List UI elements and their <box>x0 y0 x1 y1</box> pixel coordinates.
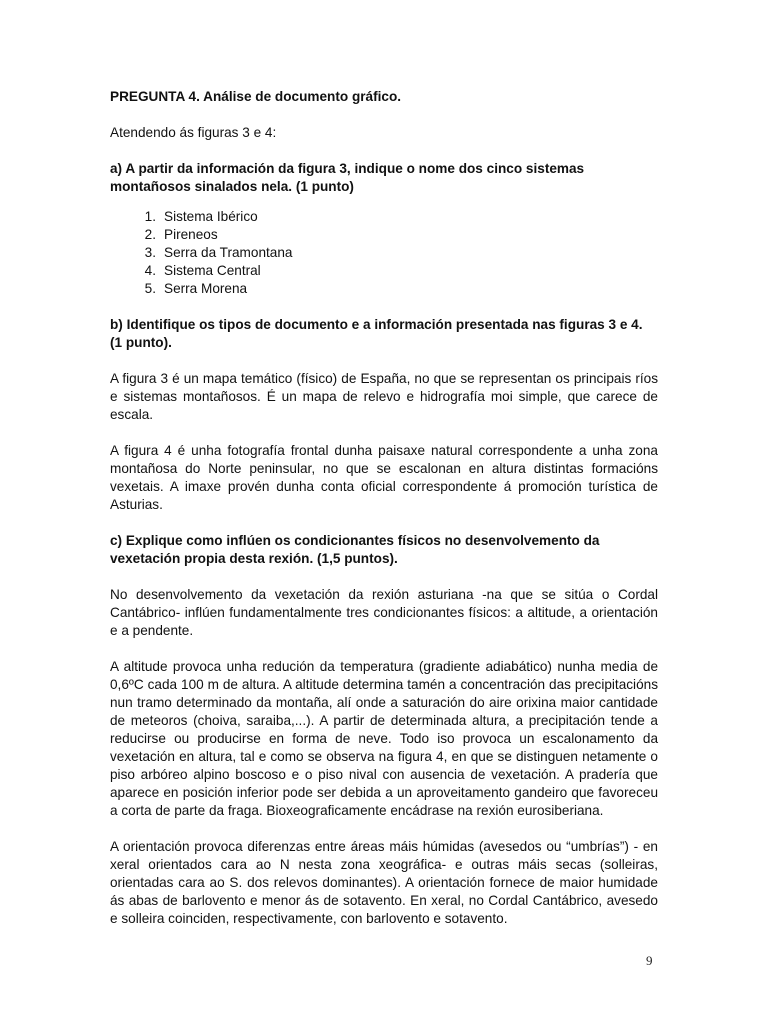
list-item <box>110 226 658 244</box>
list-item-text: Sistema Central <box>164 263 261 278</box>
question-b-title: b) Identifique os tipos de documento e a información presentada nas figuras 3 e 4. (1 punto). <box>110 317 643 350</box>
list-item-text: Serra da Tramontana <box>164 245 293 260</box>
list-item <box>110 208 658 226</box>
list-item <box>110 244 658 262</box>
page-number: 9 <box>646 953 653 968</box>
mountain-systems-list <box>110 208 658 298</box>
question-b-paragraph: A figura 4 é unha fotografía frontal dunha paisaxe natural correspondente a unha zona montañosa do Norte peninsular, no que se escalonan en altura distintas formacións vexetais. A imaxe provén dunha conta oficial correspondente á promoción turística de Asturias. <box>110 443 658 512</box>
list-item-text: Sistema Ibérico <box>164 209 258 224</box>
question-a-title: a) A partir da información da figura 3, indique o nome dos cinco sistemas montañosos sinalados nela. (1 punto) <box>110 161 585 194</box>
list-item-number: 2. <box>144 227 156 242</box>
list-item-number: 3. <box>144 245 156 260</box>
question-c-paragraph: A altitude provoca unha redución da temperatura (gradiente adiabático) nunha media de 0,6ºC cada 100 m de altura. A altitude determina tamén a concentración das precipitacións nun tramo determinado da montaña, alí onde a saturación do aire orixina maior cantidade de meteoros (choiva, saraiba,...). A partir de determinada altura, a precipitación tende a reducirse ou producirse en forma de neve. Todo iso provoca un escalonamento da vexetación en altura, tal e como se observa na figura 4, en que se distinguen netamente o piso arbóreo alpino boscoso e o piso nival con ausencia de vexetación. A pradería que aparece en posición inferior pode ser debida a un aproveitamento gandeiro que favoreceu a corta de parte da fraga. Bioxeograficamente encádrase na rexión eurosiberiana. <box>110 659 658 818</box>
list-item-number: 5. <box>144 281 156 296</box>
list-item-number: 1. <box>144 209 156 224</box>
intro-text: Atendendo ás figuras 3 e 4: <box>110 125 277 140</box>
list-item-number: 4. <box>144 263 156 278</box>
list-item-text: Serra Morena <box>164 281 248 296</box>
question-heading: PREGUNTA 4. Análise de documento gráfico. <box>110 89 402 104</box>
list-item-text: Pireneos <box>164 227 218 242</box>
question-c-title: c) Explique como inflúen os condicionantes físicos no desenvolvemento da vexetación propia desta rexión. (1,5 puntos). <box>110 533 600 566</box>
question-c-paragraph: A orientación provoca diferenzas entre áreas máis húmidas (avesedos ou “umbrías”) - en xeral orientados cara ao N nesta zona xeográfica- e outras máis secas (solleiras, orientadas cara ao S. dos relevos dominantes). A orientación fornece de maior humidade ás abas de barlovento e menor ás de sotavento. En xeral, no Cordal Cantábrico, avesedo e solleira coinciden, respectivamente, con barlovento e sotavento. <box>110 839 658 926</box>
question-b-paragraph: A figura 3 é un mapa temático (físico) de España, no que se representan os principais ríos e sistemas montañosos. É un mapa de relevo e hidrografía moi simple, que carece de escala. <box>110 371 658 422</box>
document-page <box>110 88 658 946</box>
list-item <box>110 280 658 298</box>
list-item <box>110 262 658 280</box>
question-c-paragraph: No desenvolvemento da vexetación da rexión asturiana -na que se sitúa o Cordal Cantábrico- inflúen fundamentalmente tres condicionantes físicos: a altitude, a orientación e a pendente. <box>110 587 658 638</box>
